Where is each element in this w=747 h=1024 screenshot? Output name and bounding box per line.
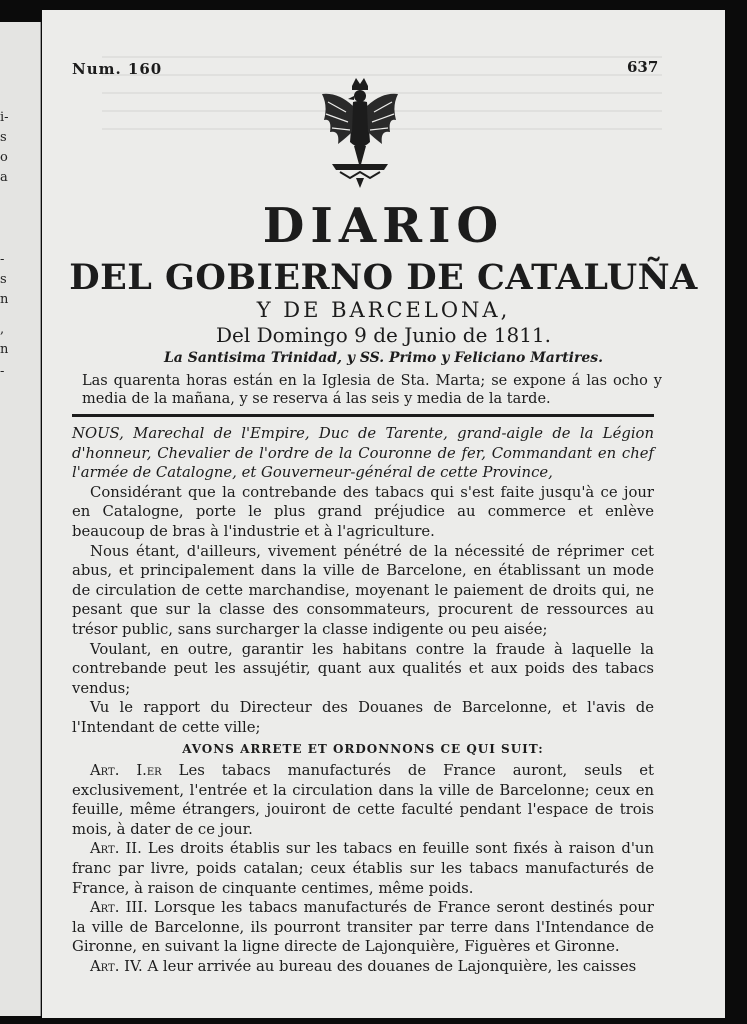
prev-page-fragment: - bbox=[0, 252, 5, 267]
page-number: 637 bbox=[627, 58, 659, 76]
article-text: Les droits établis sur les tabacs en feuille sont fixés à raison d'un franc par livre, poids catalan; ceux établis sur les tabacs manufacturés de France, à raison de cinquante centimes, même poids. bbox=[72, 840, 654, 897]
article-item bbox=[72, 761, 654, 839]
prev-page-fragment: i- bbox=[0, 110, 9, 125]
article-item bbox=[72, 898, 654, 957]
issue-date: Del Domingo 9 de Junio de 1811. bbox=[215, 323, 552, 347]
prev-page-fragment: , bbox=[0, 322, 5, 337]
article-label: Art. II. bbox=[90, 840, 142, 858]
paragraph: Nous étant, d'ailleurs, vivement pénétré de la nécessité de réprimer cet abus, et principalement dans la ville de Barcelone, en établissant un mode de circulation de cette marchandise, moyenant le paiement de droits qui, ne pesant que sur la classe des consommateurs, procurent de ressources au trésor public, sans surcharger la classe indigente ou peu aisée; bbox=[72, 542, 654, 638]
prev-page-fragment: - bbox=[0, 364, 5, 379]
paragraph: Considérant que la contrebande des tabacs qui s'est faite jusqu'à ce jour en Catalogne, porte le plus grand préjudice au commerce et enlève beaucoup de bras à l'industrie et à l'agriculture. bbox=[72, 483, 654, 540]
decree-heading: AVONS ARRETE ET ORDONNONS CE QUI SUIT: bbox=[182, 741, 544, 756]
newspaper-title: DIARIO bbox=[262, 198, 505, 254]
newspaper-subtitle-city: Y DE BARCELONA, bbox=[256, 298, 511, 322]
prev-page-fragment: n bbox=[0, 342, 9, 357]
section-divider bbox=[72, 414, 654, 417]
saints-of-the-day: La Santisima Trinidad, y SS. Primo y Feliciano Martires. bbox=[163, 350, 604, 366]
previous-page-edge bbox=[0, 22, 41, 1016]
prev-page-fragment: s bbox=[0, 272, 7, 287]
issue-number: Num. 160 bbox=[72, 60, 163, 78]
article-text: Lorsque les tabacs manufacturés de France seront destinés pour la ville de Barcelonne, ils pourront transiter par terre dans l'Intendance de Gironne, en suivant la ligne directe de Lajonquière, Figuères et Gironne. bbox=[72, 899, 654, 956]
newspaper-page bbox=[42, 10, 725, 1018]
article-text: Les tabacs manufacturés de France auront, seuls et exclusivement, l'entrée et la circulation dans la ville de Barcelonne; ceux en feuille, même étrangers, jouiront de cette faculté pendant l'espace de trois mois, à dater de ce jour. bbox=[72, 762, 654, 838]
prev-page-fragment: o bbox=[0, 150, 8, 165]
prev-page-fragment: a bbox=[0, 170, 8, 185]
paragraph: Vu le rapport du Directeur des Douanes de Barcelonne, et l'avis de l'Intendant de cette ville; bbox=[72, 699, 654, 736]
newspaper-subtitle: DEL GOBIERNO DE CATALUÑA bbox=[69, 257, 698, 298]
decree-preamble: NOUS, Marechal de l'Empire, Duc de Tarente, grand-aigle de la Légion d'honneur, Chevalier de l'ordre de la Couronne de fer, Commandant en chef l'armée de Catalogne, et Gouverneur-général de cette Province, bbox=[72, 425, 654, 482]
prev-page-fragment: s bbox=[0, 130, 7, 145]
article-label: Art. III. bbox=[90, 899, 148, 917]
article-label: Art. IV. bbox=[90, 958, 143, 976]
article-label: Art. I.er bbox=[90, 762, 162, 780]
church-notice: Las quarenta horas están en la Iglesia de Sta. Marta; se expone á las ocho y media de la mañana, y se reserva á las seis y media de la tarde. bbox=[82, 373, 662, 407]
imperial-eagle-icon bbox=[310, 72, 410, 190]
article-item bbox=[72, 957, 654, 977]
paragraph: Voulant, en outre, garantir les habitans contre la fraude à laquelle la contrebande peut les assujétir, quant aux qualités et aux poids des tabacs vendus; bbox=[72, 640, 654, 697]
article-text: A leur arrivée au bureau des douanes de Lajonquière, les caisses bbox=[147, 958, 637, 976]
article-item bbox=[72, 839, 654, 898]
decree-text bbox=[72, 424, 654, 977]
prev-page-fragment: n bbox=[0, 292, 9, 307]
